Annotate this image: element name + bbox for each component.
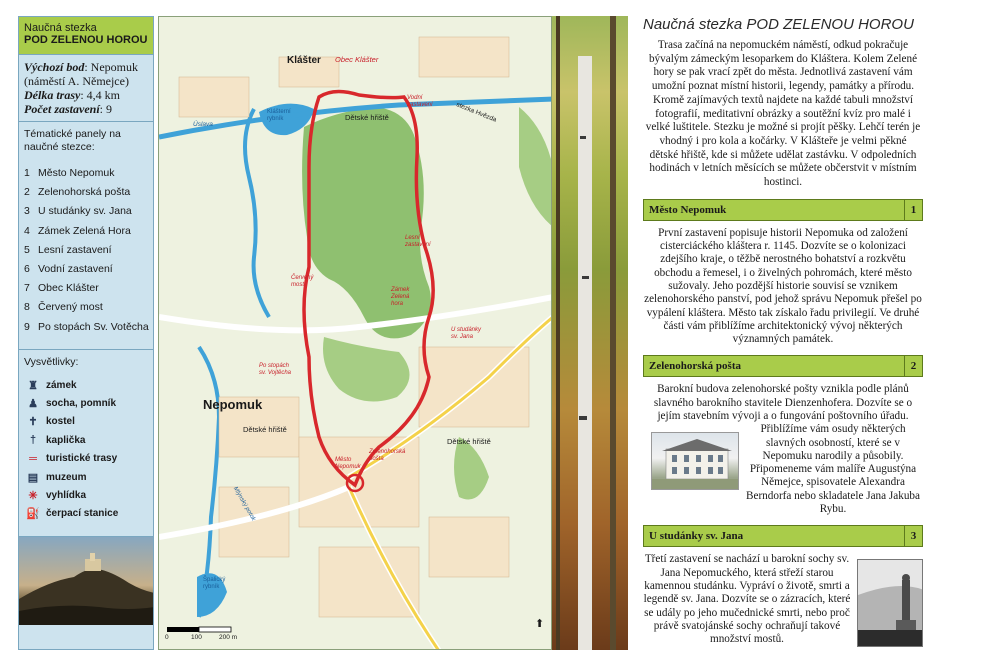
panel-number: 9 [24, 320, 30, 333]
map-label-vodni-zastaveni: Vodní zastavení [407, 95, 433, 108]
panel-number: 3 [24, 205, 30, 218]
trail-facts [19, 55, 153, 122]
post-office-photo [651, 432, 739, 490]
panel-item [24, 241, 149, 260]
map-label-po-stopach: Po stopách sv. Vojtěcha [259, 363, 292, 376]
map-label-obec-klaster: Obec Klášter [335, 55, 379, 64]
chapel-icon: † [29, 434, 37, 447]
section-3-body [643, 553, 923, 646]
intro-title-caps: POD ZELENOU HOROU [746, 16, 914, 33]
section-1-title: Město Nepomuk [649, 203, 727, 216]
panel-number: 5 [24, 243, 30, 256]
map-label-detske-hriste-3: Dětské hřiště [447, 437, 491, 446]
map-label-zelenohorska-posta: Zelenohorská pošta [369, 449, 406, 462]
legend-box [19, 350, 153, 537]
forest-photo [552, 16, 628, 650]
panel-item [24, 202, 149, 221]
panel-item [24, 279, 149, 298]
panels-list [24, 164, 149, 337]
compass-icon: ⬆ [535, 618, 545, 630]
trail-map[interactable] [158, 16, 552, 650]
intro-text: Trasa začíná na nepomuckém náměstí, odkud pokračuje bývalým zámeckým lesoparkem do Kláštera. Kolem Zelené hory se pak vrací zpět do města. Jednotlivá zastavení vám umožní poznat místní historii, legendy, památky a přírodu. Kromě zajímavých textů najdete na každé tabuli množství fotografií, meditativní obrázky a soutěžní kvíz pro malé i velké luštitele. Stezku je možné si projít pěšky. Lehčí terén je vhodný i pro kola a kočárky. V Klášteře je velmi pěkné dětské hřiště, kde si můžete udělat zastávku. V odpoledních hodinách v letních měsících se můžete občerstvit v místním hostinci. [645, 39, 921, 189]
legend-heading: Vysvětlivky: [24, 356, 79, 368]
section-1-header [643, 199, 923, 221]
start-value: : Nepomuk [84, 60, 139, 74]
panels-heading: Tématické panely na naučné stezce: [24, 128, 121, 153]
trail-title-line1: Naučná stezka [24, 22, 97, 34]
legend-item [24, 394, 149, 412]
legend-label: kostel [46, 416, 75, 428]
section-1-number: 1 [904, 200, 922, 220]
map-label-uslava: Úslava [193, 121, 213, 128]
map-label-zamek-zelena-hora: Zámek Zelená hora [391, 287, 410, 307]
map-label-klasterni-rybnik: Klášterní rybník [267, 109, 291, 122]
legend-item [24, 486, 149, 504]
gas-station-icon: ⛽ [26, 508, 40, 521]
viewpoint-icon: ✳ [28, 490, 38, 503]
panel-label: U studánky sv. Jana [38, 205, 132, 218]
castle-icon: ♜ [28, 379, 38, 392]
legend-label: socha, pomník [46, 398, 117, 410]
panel-number: 7 [24, 282, 30, 295]
panel-item [24, 318, 149, 337]
map-label-spalicky-rybnik: Špalický rybník [203, 577, 226, 590]
section-2-text-top: Barokní budova zelenohorské pošty vznikla podle plánů slavného barokního stavitele Dienzenhofera. Dozvíte se o jejím stavebním vývoji a o fungování poštovního úřadu. [653, 383, 913, 422]
intro-title-plain: Naučná stezka [643, 16, 747, 33]
legend-label: vyhlídka [46, 490, 87, 502]
trail-icon: ═ [29, 452, 37, 465]
legend-item [24, 505, 149, 523]
text-column [643, 16, 923, 650]
panel-label: Vodní zastavení [38, 263, 113, 276]
scale-label-0: 0 [165, 634, 169, 641]
stops-label: Počet zastavení [24, 102, 100, 116]
section-3-header [643, 525, 923, 547]
section-3-text: Třetí zastavení se nachází u barokní sochy sv. Jana Nepomuckého, která střeží starou kamennou studánku. Vypráví o životě, smrti a legendě sv. Jana. Dozvíte se o zázracích, které se udály po jeho mučednické smrti, nebo proč právě svatojánské sochy ochraňují takové množství mostů. [643, 553, 851, 646]
legend-item [24, 431, 149, 449]
museum-icon: ▤ [27, 471, 39, 484]
section-2-text-wrap: Přiblížíme vám osudy některých slavných osobností, které se v Nepomuku narodily a působily. Připomeneme vám malíře Augustýna Němejce, spisovatele Alexandra Berndorfa nebo skladatele Jana Jakuba Rybu. [746, 423, 920, 516]
panel-item [24, 298, 149, 317]
map-label-mlynsky-potok: Mlýnský potok [231, 486, 257, 522]
legend-item [24, 450, 149, 468]
panel-item [24, 260, 149, 279]
stops-value: : 9 [99, 102, 112, 116]
panel-item [24, 222, 149, 241]
trail-title-line2: POD ZELENOU HOROU [24, 34, 148, 46]
map-label-klaster: Klášter [287, 55, 321, 66]
panel-label: Obec Klášter [38, 282, 99, 295]
map-label-stezka-hvezda: stezka Hvězda [455, 101, 498, 124]
panel-item [24, 183, 149, 202]
map-label-detske-hriste: Dětské hřiště [345, 113, 389, 122]
statue-icon: ♟ [28, 398, 38, 411]
legend-label: zámek [46, 379, 77, 391]
legend-label: muzeum [46, 471, 87, 483]
panel-label: Město Nepomuk [38, 167, 115, 179]
panel-number: 8 [24, 301, 30, 314]
panel-label: Červený most [38, 301, 103, 314]
panel-number: 4 [24, 224, 30, 237]
section-2-body [643, 383, 923, 516]
map-label-mesto-nepomuk: Město Nepomuk [335, 457, 361, 470]
scale-label-100: 100 [191, 634, 202, 641]
legend-label: kaplička [46, 434, 86, 446]
panel-label: Po stopách Sv. Votěcha [38, 320, 149, 333]
start-note: (náměstí A. Němejce) [24, 74, 129, 88]
panel-number: 1 [24, 167, 30, 179]
legend-list [24, 376, 149, 523]
scale-label-200: 200 m [219, 634, 238, 641]
map-label-cerveny-most: Červený most [291, 275, 314, 288]
length-value: : 4,4 km [80, 88, 120, 102]
panel-item [24, 164, 149, 183]
panel-label: Lesní zastavení [38, 243, 112, 256]
legend-label: turistické trasy [46, 453, 118, 465]
section-2-title: Zelenohorská pošta [649, 360, 741, 373]
intro-title [643, 16, 923, 33]
legend-item [24, 468, 149, 486]
legend-item [24, 376, 149, 394]
trail-title-box [19, 17, 153, 55]
church-icon: ✝ [28, 416, 38, 429]
panel-number: 6 [24, 263, 30, 276]
panel-number: 2 [24, 186, 30, 199]
length-label: Délka trasy [24, 88, 81, 102]
map-label-u-studanky: U studánky sv. Jana [451, 327, 482, 340]
panel-label: Zelenohorská pošta [38, 186, 131, 199]
section-2-header [643, 355, 923, 377]
legend-item [24, 413, 149, 431]
map-label-detske-hriste-2: Dětské hřiště [243, 425, 287, 434]
st-john-statue-photo [857, 559, 923, 647]
section-2-number: 2 [904, 356, 922, 376]
castle-hill-photo [19, 537, 153, 625]
panel-label: Zámek Zelená Hora [38, 224, 131, 237]
map-label-lesni-zastaveni: Lesní zastavení [405, 235, 431, 248]
info-sidebar [18, 16, 154, 650]
section-3-number: 3 [904, 526, 922, 546]
start-label: Výchozí bod [24, 60, 85, 74]
section-3-title: U studánky sv. Jana [649, 530, 744, 543]
panels-list-box [19, 122, 153, 350]
legend-label: čerpací stanice [46, 508, 119, 520]
section-1-text: První zastavení popisuje historii Nepomuka od založení cisterciáckého kláštera r. 1145. Dozvíte se o kolonizaci zdejšího kraje, o těžbě nerostného bohatství a rozkvětu obchodu a řemesel, i o živelných pohromách, které město sužovaly. Jeho pozdější historie souvisí se vznikem zelenohorského panství, pod jehož správu Nepomuk přešel po vypálení kláštera. Město tak získalo řadu privilegií. Ve druhé části vám přiblížíme architektonický vývoj některých významných památek. [644, 226, 922, 346]
map-label-nepomuk: Nepomuk [203, 397, 263, 412]
